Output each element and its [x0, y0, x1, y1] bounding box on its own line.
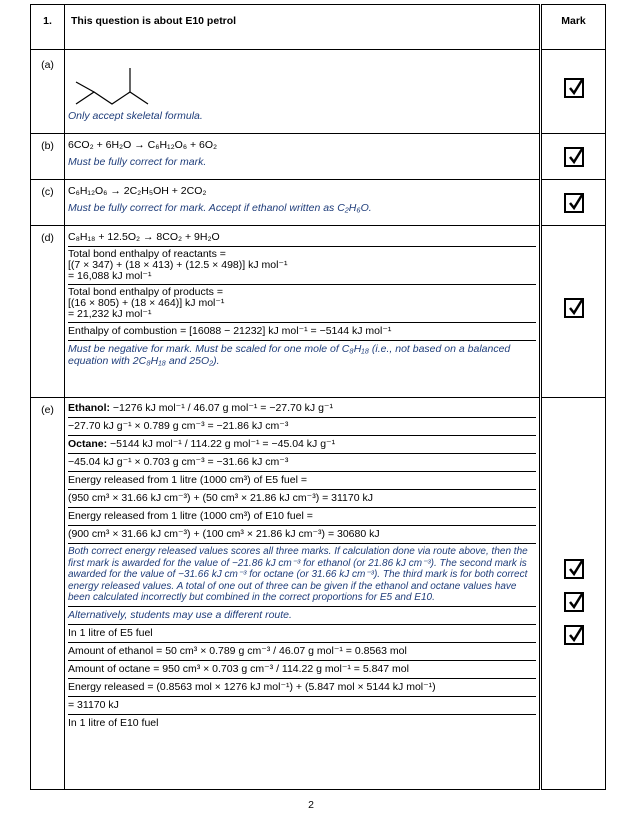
part-d-equation: C₈H₁₈ + 12.5O₂ → 8CO₂ + 9H₂O	[68, 226, 536, 247]
part-a-note: Only accept skeletal formula.	[68, 110, 203, 122]
ethanol-line-2: −27.70 kJ g⁻¹ × 0.789 g cm⁻³ = −21.86 kJ cm⁻³	[68, 418, 536, 436]
alt-line-1: In 1 litre of E5 fuel	[68, 625, 536, 643]
part-d-note: Must be negative for mark. Must be scaled for one mole of C₈H₁₈ (i.e., not based on a balanced equation with 2C₈H₁₈ and 25O₂).	[68, 343, 511, 367]
part-b-equation: 6CO₂ + 6H₂O → C₆H₁₂O₆ + 6O₂	[68, 139, 218, 151]
alt-line-4: Energy released = (0.8563 mol × 1276 kJ mol⁻¹) + (5.847 mol × 5144 kJ mol⁻¹)	[68, 679, 536, 697]
part-c-equation: C₆H₁₂O₆ → 2C₂H₅OH + 2CO₂	[68, 185, 207, 197]
part-a-row	[31, 50, 606, 134]
alt-line-5: = 31170 kJ	[68, 697, 536, 715]
reactants-line-3: = 16,088 kJ mol⁻¹	[68, 270, 152, 282]
enthalpy-of-combustion: Enthalpy of combustion = [16088 − 21232] kJ mol⁻¹ = −5144 kJ mol⁻¹	[68, 323, 536, 341]
checkbox-icon	[564, 625, 584, 645]
question-title: This question is about E10 petrol	[71, 15, 237, 27]
part-e-note: Both correct energy released values scores all three marks. If calculation done via route above, then the first mark is awarded for the value of −21.86 kJ cm⁻³ for ethanol (or 21.86 kJ cm⁻³). The second mark is awarded for the value of −31.66 kJ cm⁻³ for octane (or 31.66 kJ cm⁻³). The third mark is for both correct energy released values. A total of one out of three can be given if the ethanol and octane values have been calculated incorrectly but combined in the correct proportions for E5 and E10.	[68, 544, 536, 607]
part-e-alternative-note: Alternatively, students may use a different route.	[68, 607, 536, 625]
products-line-2: [(16 × 805) + (18 × 464)] kJ mol⁻¹	[68, 297, 225, 309]
part-c-row	[31, 180, 606, 226]
checkbox-icon	[564, 298, 584, 318]
part-e-row	[31, 398, 606, 790]
mark-scheme-table	[30, 4, 606, 790]
header-row	[31, 5, 606, 50]
checkbox-icon	[564, 559, 584, 579]
ethanol-line-1: Ethanol: −1276 kJ mol⁻¹ / 46.07 g mol⁻¹ = −27.70 kJ g⁻¹	[68, 398, 536, 418]
part-b-label: (b)	[31, 134, 65, 180]
products-line-3: = 21,232 kJ mol⁻¹	[68, 308, 152, 320]
e10-heading: Energy released from 1 litre (1000 cm³) of E10 fuel =	[68, 508, 536, 526]
alt-line-6: In 1 litre of E10 fuel	[68, 716, 159, 729]
e10-calculation: (900 cm³ × 31.66 kJ cm⁻³) + (100 cm³ × 21.86 kJ cm⁻³) = 30680 kJ	[68, 526, 536, 544]
skeletal-formula-diagram	[72, 62, 162, 106]
checkbox-icon	[564, 147, 584, 167]
page-number: 2	[308, 799, 314, 811]
e5-calculation: (950 cm³ × 31.66 kJ cm⁻³) + (50 cm³ × 21.86 kJ cm⁻³) = 31170 kJ	[68, 490, 536, 508]
octane-line-1: Octane: −5144 kJ mol⁻¹ / 114.22 g mol⁻¹ = −45.04 kJ g⁻¹	[68, 436, 536, 454]
checkbox-icon	[564, 193, 584, 213]
part-d-row	[31, 226, 606, 398]
octane-line-2: −45.04 kJ g⁻¹ × 0.703 g cm⁻³ = −31.66 kJ cm⁻³	[68, 454, 536, 472]
part-e-label: (e)	[31, 398, 65, 790]
alt-line-3: Amount of octane = 950 cm³ × 0.703 g cm⁻³ / 114.22 g mol⁻¹ = 5.847 mol	[68, 661, 536, 679]
part-b-row	[31, 134, 606, 180]
ethanol-label: Ethanol:	[68, 402, 110, 414]
reactants-line-2: [(7 × 347) + (18 × 413) + (12.5 × 498)] kJ mol⁻¹	[68, 259, 288, 271]
checkbox-icon	[564, 592, 584, 612]
mark-column-header: Mark	[561, 15, 586, 27]
part-b-note: Must be fully correct for mark.	[68, 156, 207, 168]
e5-heading: Energy released from 1 litre (1000 cm³) of E5 fuel =	[68, 472, 536, 490]
alt-line-2: Amount of ethanol = 50 cm³ × 0.789 g cm⁻³ / 46.07 g mol⁻¹ = 0.8563 mol	[68, 643, 536, 661]
part-d-label: (d)	[31, 226, 65, 398]
checkbox-icon	[564, 78, 584, 98]
part-c-note: Must be fully correct for mark. Accept if ethanol written as C₂H₆O.	[68, 202, 372, 214]
octane-label: Octane:	[68, 438, 108, 450]
products-line-1: Total bond enthalpy of products =	[68, 286, 223, 298]
question-number: 1.	[31, 5, 65, 50]
reactants-line-1: Total bond enthalpy of reactants =	[68, 248, 226, 260]
part-a-label: (a)	[31, 50, 65, 134]
part-c-label: (c)	[31, 180, 65, 226]
